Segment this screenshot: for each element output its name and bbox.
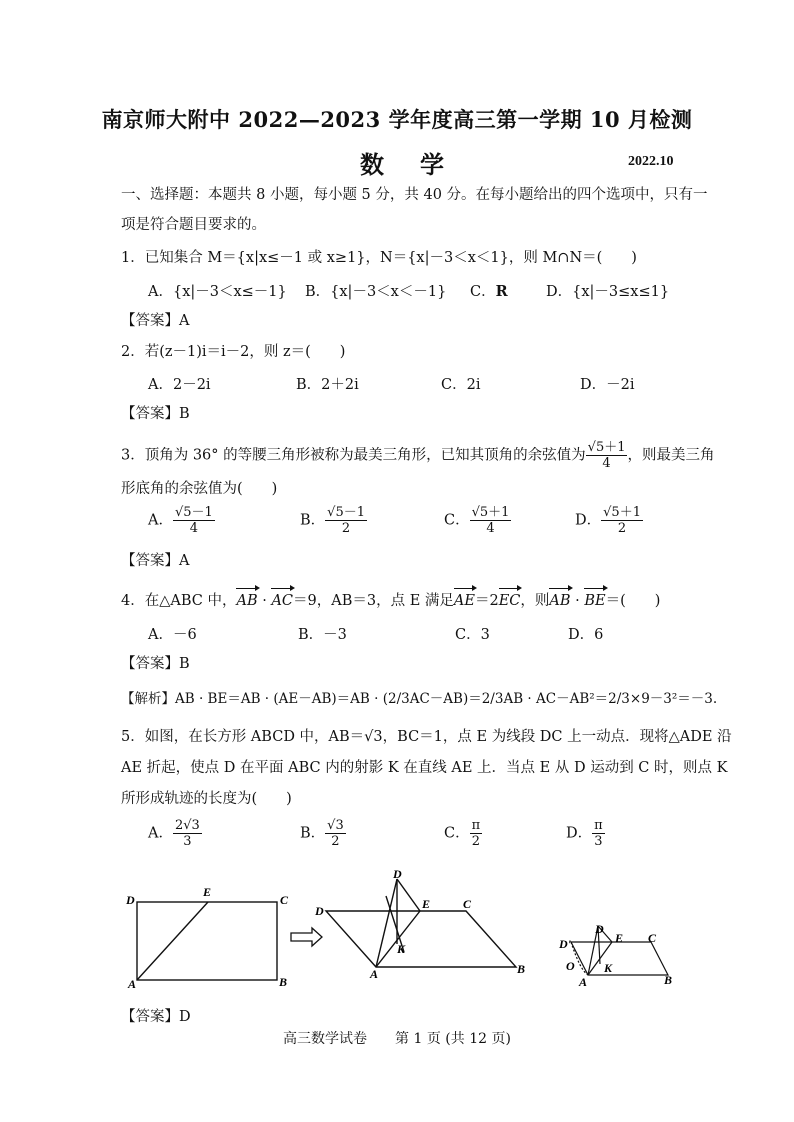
q5-stem-line2: AE 折起，使点 D 在平面 ABC 内的射影 K 在直线 AE 上．当点 E 从 D 运动到 C 时，则点 K: [121, 760, 728, 776]
fig1-label-b: B: [279, 975, 288, 989]
q3-option-c: C． $\frac{√5+1}{4}$: [444, 505, 510, 536]
rectangle-abcd: [137, 902, 277, 980]
fig2-label-c: C: [463, 897, 472, 911]
q4-analysis: 【解析】AB · BE＝AB · (AE－AB)＝AB · (2/3AC－AB)＝2/3AB · AC－AB²＝2/3×9－3²＝－3.: [121, 691, 718, 707]
q1-option-a: A．{x|－3＜x≤－1}: [148, 284, 287, 300]
q1-stem: 1．已知集合 M＝{x|x≤－1 或 x≥1}，N＝{x|－3＜x＜1}，则 M∩N＝( ): [121, 250, 637, 266]
page-footer: 高三数学试卷 第 1 页 (共 12 页): [283, 1031, 511, 1047]
edge-de: [397, 879, 420, 911]
q3-option-a: A． $\frac{√5-1}{4}$: [148, 505, 213, 536]
fig1-label-d: D: [126, 893, 135, 907]
segment-ae: [137, 902, 208, 980]
q3-answer: 【答案】A: [121, 553, 190, 569]
fig2-label-k: K: [397, 942, 406, 956]
fig1-label-e: E: [203, 885, 212, 899]
q4-stem: 4．在△ABC 中，AB · AC＝9，AB＝3，点 E 满足AE＝2EC，则AB · BE＝( ): [121, 593, 661, 609]
q4-option-d: D．6: [568, 627, 604, 643]
q3-option-b: B． $\frac{√5-1}{2}$: [300, 505, 365, 536]
q4-option-a: A．－6: [148, 627, 197, 643]
section-heading-line1: 一、选择题：本题共 8 小题，每小题 5 分，共 40 分。在每小题给出的四个选项中，只有一: [121, 187, 708, 203]
fig3-label-e: E: [615, 931, 624, 945]
fig3-label-c: C: [648, 931, 657, 945]
fig1-label-a: A: [128, 977, 137, 991]
small-parallelogram: [571, 942, 668, 975]
q3-stem: 3．顶角为 36° 的等腰三角形被称为最美三角形，已知其顶角的余弦值为 $\frac{√5+1}{4}$ ，则最美三角: [121, 440, 715, 471]
q5-figures: [0, 860, 794, 1000]
exam-title: 南京师大附中 2022—2023 学年度高三第一学期 10 月检测: [101, 107, 693, 132]
q4-option-b: B．－3: [298, 627, 347, 643]
q5-stem-line1: 5．如图，在长方形 ABCD 中，AB＝√3，BC＝1，点 E 为线段 DC 上一动点．现将△ADE 沿: [121, 729, 732, 745]
q2-answer: 【答案】B: [121, 406, 190, 422]
q5-option-d: D． $\frac{\pi}{3}$: [566, 818, 603, 849]
fig3-label-o: O: [566, 959, 575, 973]
fig3-label-d-prime: D': [559, 937, 571, 951]
q4-option-c: C．3: [455, 627, 490, 643]
q5-option-c: C． $\frac{\pi}{2}$: [444, 818, 481, 849]
q2-option-d: D．－2i: [580, 377, 635, 393]
figure-rectangle: [137, 902, 277, 980]
q5-stem-line3: 所形成轨迹的长度为( ): [121, 791, 292, 807]
q2-option-a: A．2－2i: [148, 377, 211, 393]
figure-folded: [326, 879, 516, 967]
fig2-label-b: B: [517, 962, 526, 976]
q2-option-c: C．2i: [441, 377, 481, 393]
subject-title: 数学: [360, 150, 480, 179]
q1-option-b: B．{x|－3＜x＜－1}: [305, 284, 447, 300]
q2-option-b: B．2＋2i: [296, 377, 359, 393]
fig3-label-k: K: [604, 961, 613, 975]
q5-option-b: B． $\frac{√3}{2}$: [300, 818, 344, 849]
fig2-label-d-left: D: [315, 904, 324, 918]
q2-stem: 2．若(z－1)i＝i－2，则 z＝( ): [121, 344, 346, 360]
q1-option-c: C．R: [470, 283, 508, 300]
q3-stem-fraction: $\frac{√5+1}{4}$: [587, 440, 626, 471]
fig2-label-e: E: [422, 897, 431, 911]
exam-date: 2022.10: [628, 154, 674, 169]
fig1-label-c: C: [280, 893, 289, 907]
q5-option-a: A． $\frac{2√3}{3}$: [148, 818, 200, 849]
q5-answer: 【答案】D: [121, 1009, 191, 1025]
parallelogram: [326, 911, 516, 967]
fig3-label-b: B: [664, 973, 673, 987]
q3-stem-line2: 形底角的余弦值为( ): [121, 481, 278, 497]
fig2-label-a: A: [370, 967, 379, 981]
q4-answer: 【答案】B: [121, 656, 190, 672]
fig3-label-d: D: [595, 922, 604, 936]
fig3-label-a: A: [579, 975, 588, 989]
q1-answer: 【答案】A: [121, 313, 190, 329]
fig2-label-d-top: D: [393, 867, 402, 881]
q3-option-d: D． $\frac{√5+1}{2}$: [575, 505, 641, 536]
q1-option-d: D．{x|－3≤x≤1}: [546, 284, 670, 300]
section-heading-line2: 项是符合题目要求的。: [121, 217, 266, 233]
hollow-arrow-icon: [291, 928, 322, 946]
